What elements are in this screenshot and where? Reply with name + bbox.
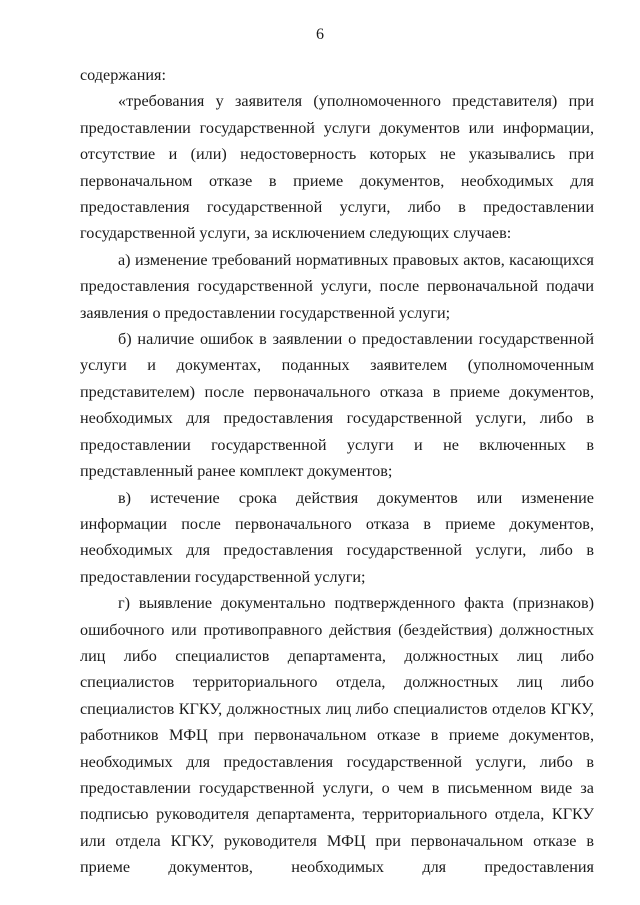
paragraph-requirements: «требования у заявителя (уполномоченного представителя) при предоставлении государственной услуги документов или информации, отсутствие и (или) недостоверность которых не указывались при первоначальном отказе в приеме документов, необходимых для предоставления государственной услуги, либо в предоставлении государственной услуги, за исключением следующих случаев:	[80, 92, 594, 243]
paragraph-item-g: г) выявление документально подтвержденного факта (признаков) ошибочного или противоправного действия (бездействия) должностных лиц либо специалистов департамента, должностных лиц либо специалистов территориального отдела, должностных лиц либо специалистов КГКУ, должностных лиц либо специалистов отделов КГКУ, работников МФЦ при первоначальном отказе в приеме документов, необходимых для предоставления государственной услуги, либо в предоставлении государственной услуги, о чем в письменном виде за подписью руководителя департамента, территориального отдела, КГКУ или отдела КГКУ, руководителя МФЦ при первоначальном отказе в приеме документов, необходимых для предоставления	[80, 594, 594, 877]
paragraph-item-a: а) изменение требований нормативных правовых актов, касающихся предоставления государственной услуги, после первоначальной подачи заявления о предоставлении государственной услуги;	[80, 250, 594, 322]
paragraph-item-v: в) истечение срока действия документов или изменение информации после первоначального отказа в приеме документов, необходимых для предоставления государственной услуги, либо в предоставлении государственной услуги;	[80, 488, 594, 586]
document-body	[80, 62, 594, 881]
paragraph-item-b: б) наличие ошибок в заявлении о предоставлении государственной услуги и документах, поданных заявителем (уполномоченным представителем) после первоначального отказа в приеме документов, необходимых для предоставления государственной услуги, либо в предоставлении государственной услуги и не включенных в представленный ранее комплект документов;	[80, 330, 594, 481]
paragraph-intro: содержания:	[80, 66, 166, 84]
page-number: 6	[316, 26, 324, 43]
